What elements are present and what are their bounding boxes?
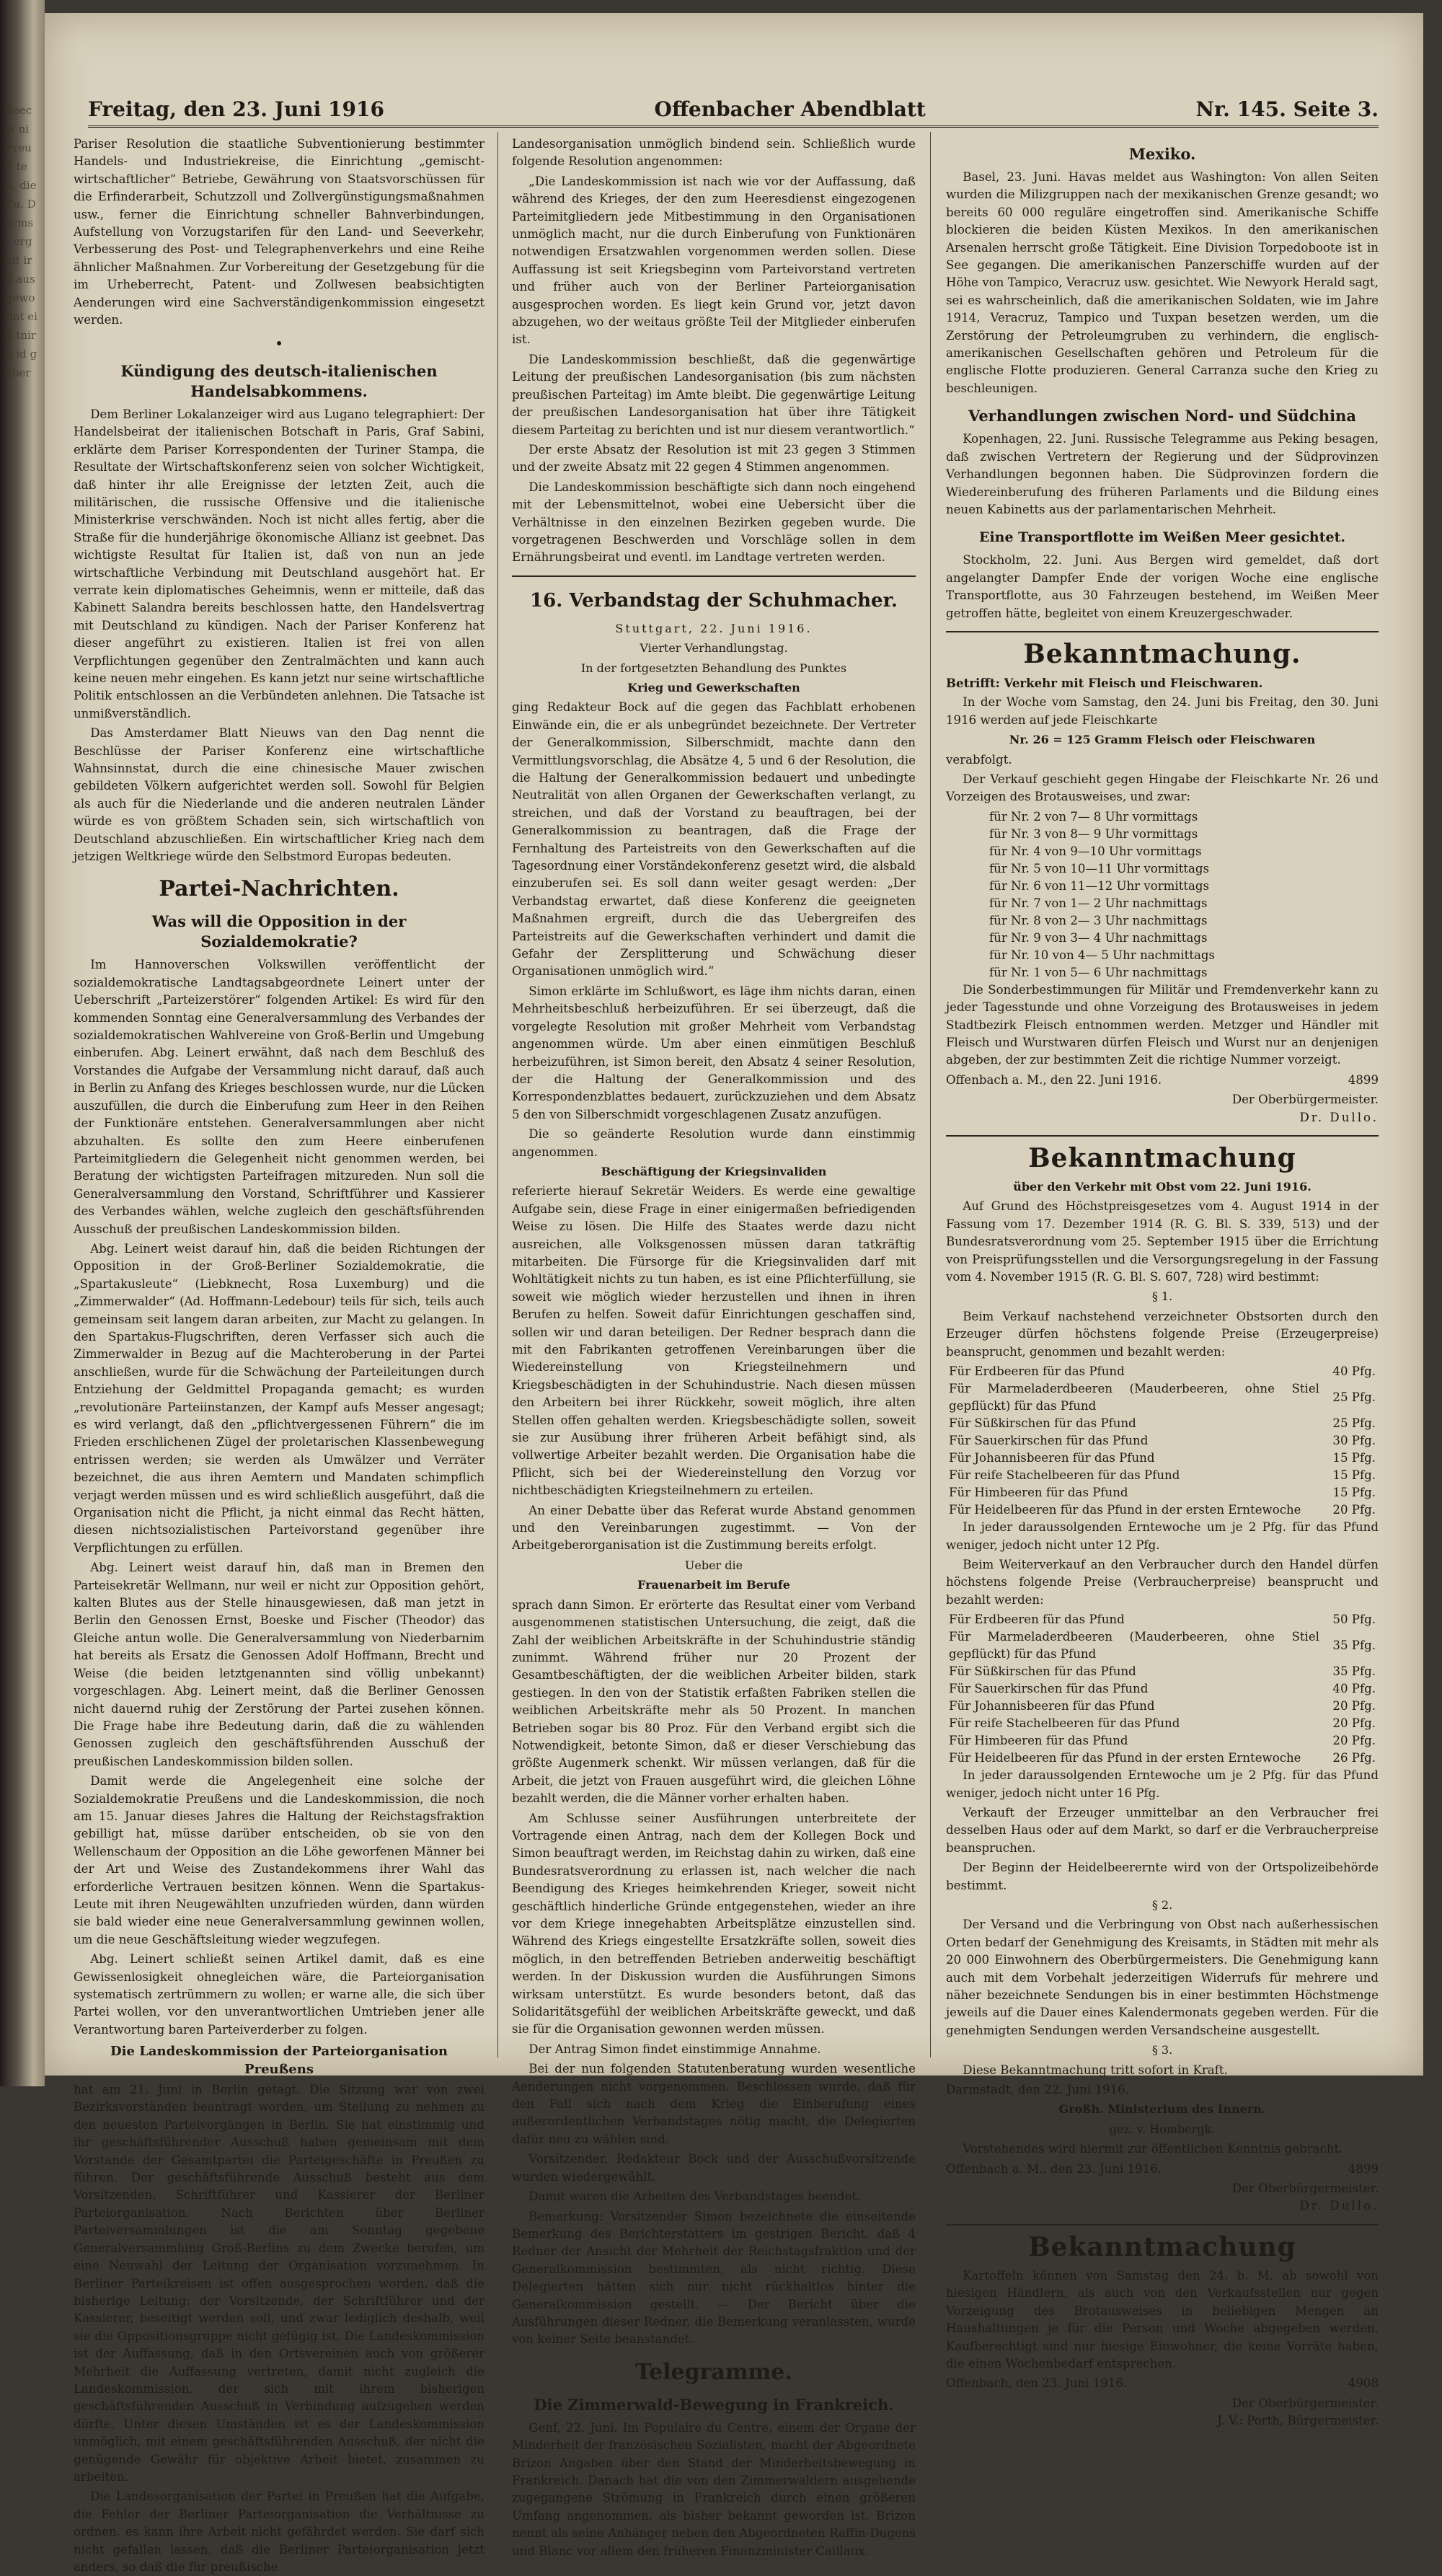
spine-text: fleecw ni Preuß ten, die Zu. Darmst ergeit ird ausgewohnt ein tnirb id geber xyxy=(6,104,37,379)
subheading: Beschäftigung der Kriegsinvaliden xyxy=(601,1164,827,1178)
paragraph-mark: § 2. xyxy=(1151,1897,1173,1912)
headline-shoemakers: 16. Verbandstag der Schuhmacher. xyxy=(530,589,898,612)
notice-paragraph: In der Woche vom Samstag, den 24. Juni bis Freitag, den 30. Juni 1916 werden auf jede Fleischkarte xyxy=(946,695,1379,727)
notice-paragraph: Der Beginn der Heidelbeerernte wird von der Ortspolizeibehörde bestimmt. xyxy=(946,1861,1379,1892)
signature-name: J. V.: Porth, Bürgermeister. xyxy=(1217,2414,1379,2428)
column-3 xyxy=(946,136,1379,2428)
article-paragraph: Pariser Resolution die staatliche Subventionierung bestimmter Handels- und Industriekreise, die Einrichtung „gemischt-wirtschaftlicher“ Betriebe, Gewährung von Staatsvorschüssen für die Erfinderarbeit, Schutzzoll und Zollvergünstigungsmaßnahmen usw., ferner die Einrichtung schneller Bahnverbindungen, Aufstellung von Vorzugstarifen für den Land- und Seeverkehr, Verbesserung des Post- und Telegraphenverkehrs und eine Reihe ähnlicher Maßnahmen. Zur Vorbereitung der Gesetzgebung für die im Urheberrecht, Patent- und Zollwesen beabsichtigten Aenderungen wird eine Sachverständigenkommission eingesetzt werden. xyxy=(74,137,485,327)
notice-paragraph: Kartoffeln können von Samstag den 24. b. M. ab sowohl von hiesigen Händlern, als auch von den Verkaufsstellen nur gegen Vorzeigung des Brotausweises in beliebigen Mengen an Haushaltungen je für die Person und Woche abgegeben werden. Kaufberechtigt sind nur hiesige Einwohner, die keine Vorräte haben, die einen Wochenbedarf entsprechen. xyxy=(946,2268,1379,2370)
article-paragraph: Am Schlusse seiner Ausführungen unterbreitete der Vortragende einen Antrag, nach dem der Kollegen Bock und Simon beauftragt werden, im Reichstag dahin zu wirken, daß eine Bundesratsverordnung zu erlassen ist, nach welcher die nach Beendigung des Krieges heimkehrenden Krieger, soweit nicht geschäftlich hinderliche Gründe entgegenstehen, wieder an ihre vor dem Kriege innegehabten Arbeitsplätze einzustellen sind. Während des Kriegs eingestellte Ersatzkräfte sollen, soweit dies möglich, in den betreffenden Betrieben anderweitig beschäftigt werden. In der Diskussion wurden die Ausführungen Simons wirksam unterstützt. Es wurde besonders betont, daß das Solidaritätsgefühl der weiblichen Arbeitskräfte geweckt, und daß sie für die Organisation gewonnen werden müssen. xyxy=(512,1811,916,2037)
article-paragraph: Das Amsterdamer Blatt Nieuws van den Dag nennt die Beschlüsse der Pariser Konferenz eine wirtschaftliche Wahnsinnstat, durch die eine chinesische Mauer zwischen gebildeten Völkern aufgerichtet werden soll. Sowohl für Belgien als auch für die Niederlande und die anderen neutralen Länder würde es von größtem Schaden sein, sich wirtschaftlich von Deutschland abzuschließen. Ein wirtschaftlicher Krieg nach dem jetzigen Weltkriege würde den Selbstmord Europas bedeuten. xyxy=(74,726,485,864)
table-row xyxy=(946,1698,1379,1715)
schedule-item: für Nr. 4 von 9—10 Uhr vormittags xyxy=(989,844,1202,858)
article-paragraph: Die Landeskommission beschäftigte sich dann noch eingehend mit der Lebensmittelnot, wobei eine Uebersicht über die Verhältnisse in den einzelnen Bezirken gegeben wurde. Die vorgetragenen Beschwerden und Vorschläge sollen in dem Ernährungsbeirat und eventl. im Landtage vertreten werden. xyxy=(512,480,916,565)
notice-paragraph: Die Sonderbestimmungen für Militär und Fremdenverkehr kann zu jeder Tagesstunde und ohne Vorzeigung des Brotausweises in jedem Stadtbezirk Fleisch entnommen werden. Metzger und Händler mit Fleisch und Wurstwaren dürfen Fleisch und Wurst nur an denjenigen abgeben, der zur bestimmten Zeit die richtige Nummer vorzeigt. xyxy=(946,982,1379,1067)
table-row xyxy=(946,1501,1379,1519)
notice-signature-line xyxy=(946,2161,1379,2178)
article-paragraph: Kopenhagen, 22. Juni. Russische Telegramme aus Peking besagen, daß zwischen Vertretern der Regierung und der Südprovinzen Verhandlungen begonnen haben. Die Südprovinzen fordern die Wiedereinberufung des früheren Parlaments und die Bildung eines neuen Kabinetts aus der parlamentarischen Mehrheit. xyxy=(946,432,1379,516)
notice-number: 4908 xyxy=(1348,2376,1379,2391)
signature-title: Der Oberbürgermeister. xyxy=(1231,2182,1379,2196)
article-paragraph: Vorsitzender, Redakteur Bock und der Ausschußvorsitzende wurden wiedergewählt. xyxy=(512,2152,916,2184)
subheading: Frauenarbeit im Berufe xyxy=(637,1578,790,1592)
table-cell: 30 Pfg. xyxy=(1332,1434,1376,1448)
article-paragraph: Im Hannoverschen Volkswillen veröffentlicht der sozialdemokratische Landtagsabgeordnete Leinert unter der Ueberschrift „Parteizerstörer“ folgenden Artikel: Es wird für den kommenden Sonntag eine Generalversammlung des Verbandes der sozialdemokratischen Wahlvereine von Groß-Berlin und Umgebung einberufen. Abg. Leinert erwähnt, daß nach dem Beschluß des Vorstandes die Aufgabe der Versammlung nicht darauf, daß auch in Berlin zu Anfang des Krieges beschlossen wurde, nur die Lücken auszufüllen, die durch die Einberufung zum Heer in den Reihen der Funktionäre entstehen. Generalversammlungen aber nicht abzuhalten. Es sollte den zum Heere einberufenen Parteimitgliedern die Gelegenheit nicht genommen werden, bei Beratung der wichtigsten Parteifragen mitzureden. Nun soll die Generalversammlung den Vorstand, Schriftführer und Kassierer des Verbandes wählen, welche zugleich den geschäftsführenden Ausschuß der preußischen Landeskommission bilden. xyxy=(74,958,485,1236)
notice-subject: Betrifft: Verkehr mit Fleisch und Fleischwaren. xyxy=(946,675,1263,690)
schedule-item: für Nr. 6 von 11—12 Uhr vormittags xyxy=(989,878,1210,893)
article-paragraph: Dem Berliner Lokalanzeiger wird aus Lugano telegraphiert: Der Handelsbeirat der italienischen Botschaft in Paris, Graf Sabini, erklärte dem Pariser Korrespondenten der Turiner Stampa, die Resultate der Wirtschaftskonferenz seien von solcher Wichtigkeit, daß hinter ihr alle Ereignisse der letzten Zeit, auch die militärischen, die russische Offensive und die italienische Ministerkrise verschwänden. Noch ist nicht alles fertig, aber die Straße für die hunderjährige ökonomische Allianz ist geebnet. Das wichtigste Resultat für Italien ist, daß von nun an jede wirtschaftliche Verbindung mit Deutschland ausgehört hat. Er verrate kein diplomatisches Geheimnis, wenn er mitteile, daß das Kabinett Salandra bereits beschlossen hatte, den Handelsvertrag mit Deutschland zu kündigen. Nach der Pariser Konferenz hat dieser angeführt zu existieren. Italien ist frei von allen Verpflichtungen gegenüber den Zentralmächten und kann auch keine neuen mehr eingehen. Es kann jetzt nur seine wirtschaftliche Politik entschlossen an die Verbündeten anlehnen. Die Tatsache ist unmißverständlich. xyxy=(74,407,485,720)
section-bullet: • xyxy=(275,336,283,351)
article-paragraph: Genf, 22. Juni. Im Populaire du Centre, einem der Organe der Minderheit der französischen Sozialisten, macht der Abgeordnete Brizon Angaben über den Stand der Minderheitsbewegung in Frankreich. Danach hat die von den Zimmerwaldern ausgehende zugegangene Strömung in Frankreich durch einen größeren Umfang angenommen, als bisher bekannt geworden ist. Brizon nennt als seine Anhänger neben den Abgeordneten Raffin-Dugens und Blanc vor allem den früheren Finanzminister Caillaux. xyxy=(512,2420,916,2558)
table-row xyxy=(946,1415,1379,1432)
table-row xyxy=(946,1432,1379,1450)
schedule-list xyxy=(989,808,1379,982)
notice-signature-line xyxy=(946,2375,1379,2392)
signature-title: Der Oberbürgermeister. xyxy=(1231,1093,1379,1107)
table-cell: 15 Pfg. xyxy=(1332,1468,1376,1483)
schedule-item: für Nr. 7 von 1— 2 Uhr nachmittags xyxy=(989,896,1208,910)
notice-paragraph: Verkauft der Erzeuger unmittelbar an den Verbraucher frei desselben Haus oder auf dem Markt, so darf er die Verbraucherpreise beanspruchen. xyxy=(946,1805,1379,1855)
separator xyxy=(946,631,1379,632)
notice-paragraph: verabfolgt. xyxy=(946,752,1012,767)
dateline: Stuttgart, 22. Juni 1916. xyxy=(615,621,813,635)
table-row xyxy=(946,1467,1379,1484)
notice-paragraph: Beim Verkauf nachstehend verzeichneter Obstsorten durch den Erzeuger dürfen höchstens folgende Preise (Erzeugerpreise) beansprucht, genommen und bezahlt werden: xyxy=(946,1309,1379,1359)
table-row xyxy=(946,1450,1379,1467)
article-paragraph: sprach dann Simon. Er erörterte das Resultat einer vom Verband ausgenommenen statistischen Untersuchung, die zeigt, daß die Zahl der weiblichen Arbeitskräfte in der Schuhindustrie ständig zunimmt. Während früher nur 20 Prozent der Gesamtbeschäftigten, der die weiblichen Arbeiter bilden, stark gestiegen. In den von der Statistik erfaßten Fabriken stellen die weiblichen Arbeitskräfte mehr als 50 Prozent. In manchen Betrieben sogar bis 80 Proz. Für den Verband ergibt sich die Notwendigkeit, betonte Simon, daß er dieser Verschiebung das größte Augenmerk schenkt. Wir müssen verlangen, daß für die Arbeit, die jetzt von Frauen ausgeführt wird, die gleichen Löhne bezahlt werden, die die Männer vorher erhalten haben. xyxy=(512,1597,916,1806)
table-cell: Für Erdbeeren für das Pfund xyxy=(949,1364,1125,1379)
article-paragraph: Der Antrag Simon findet einstimmige Annahme. xyxy=(528,2042,821,2056)
notice-signature-line xyxy=(946,1072,1379,1089)
notice-number: 4899 xyxy=(1348,1072,1379,1087)
article-paragraph: Stockholm, 22. Juni. Aus Bergen wird gemeldet, daß dort angelangter Dampfer Ende der vorigen Woche eine englische Transportflotte, aus 30 Fahrzeugen bestehend, im Weißen Meer getroffen hätte, begleitet von einem Kreuzergeschwader. xyxy=(946,553,1379,620)
subheading: In der fortgesetzten Behandlung des Punktes xyxy=(580,661,847,675)
signature-place-date: Darmstadt, den 22. Juni 1916. xyxy=(946,2083,1129,2097)
signature-name: Dr. Dullo. xyxy=(1299,2199,1379,2213)
separator xyxy=(946,2224,1379,2226)
notice-paragraph: Auf Grund des Höchstpreisgesetzes vom 4. August 1914 in der Fassung vom 17. Dezember 1914 (R. G. Bl. S. 339, 513) und der Bundesratsverordnung vom 25. September 1915 über die Errichtung von Preisprüfungsstellen und die Versorgungsregelung in der Fassung vom 4. November 1915 (R. G. Bl. S. 607, 728) wird bestimmt: xyxy=(946,1199,1379,1284)
separator xyxy=(512,575,916,577)
masthead-date: Freitag, den 23. Juni 1916 xyxy=(88,97,384,121)
headline-mexico: Mexiko. xyxy=(1128,145,1196,163)
article-paragraph: Damit werde die Angelegenheit eine solche der Sozialdemokratie Preußens und die Landeskommission, die noch am 15. Januar dieses Jahres die Haltung der Reichstagsfraktion gebilligt hat, müsse darüber entscheiden, ob sie von den Wellenschaum der Opposition an die Löhe geworfenen Männer bei der Art und Weise des Zustandekommens ihrer Wahl das erforderliche Vertrauen besitzen können. Wenn die Spartakus-Leute mit ihren Neugewählten unzufrieden würden, dann würden sie bald wieder eine neue Generalversammlung gewinnen wollen, um die neue Geschäftsleitung wieder wegzufegen. xyxy=(74,1774,485,1946)
notice-paragraph: Vorstehendes wird hiermit zur öffentlichen Kenntnis gebracht. xyxy=(963,2142,1343,2156)
table-cell: Für Johannisbeeren für das Pfund xyxy=(949,1451,1155,1465)
subheading: Ueber die xyxy=(684,1558,743,1572)
table-row xyxy=(946,1628,1379,1663)
table-cell: Für Heidelbeeren für das Pfund in der ersten Erntewoche xyxy=(949,1751,1301,1765)
article-paragraph: Abg. Leinert schließt seinen Artikel damit, daß es eine Gewissenlosigkeit ohnegleichen wäre, die Parteiorganisation systematisch zertrümmern zu wollen; er warne alle, die sich über Partei wollen, vor den unverantwortlichen Umtrieben jener alle Verantwortung baren Parteiverderber zu folgen. xyxy=(74,1952,485,2037)
headline-notice-fruit: Bekanntmachung xyxy=(1028,1143,1296,1174)
signature-name: gez. v. Hombergk. xyxy=(1109,2122,1216,2136)
table-cell: Für reife Stachelbeeren für das Pfund xyxy=(949,1716,1180,1731)
table-cell: 20 Pfg. xyxy=(1332,1503,1376,1517)
notice-paragraph: Der Versand und die Verbringung von Obst nach außerhessischen Orten bedarf der Genehmigung des Kreisamts, in Städten mit mehr als 20 000 Einwohnern des Oberbürgermeisters. Die Genehmigung kann auch mit dem Vorbehalt jederzeitigen Widerrufs für mehrere und näher bezeichnete Sendungen bis in einer bestimmten Höchstmenge jeweils auf die Dauer eines Kalendermonats gegeben werden. Für die genehmigten Sendungen werden Versandscheine ausgestellt. xyxy=(946,1918,1379,2037)
table-row xyxy=(946,1611,1379,1628)
article-paragraph: Landesorganisation unmöglich bindend sein. Schließlich wurde folgende Resolution angenommen: xyxy=(512,137,916,169)
headline-zimmerwald: Die Zimmerwald-Bewegung in Frankreich. xyxy=(534,2395,894,2414)
notice-paragraph: In jeder daraussolgenden Erntewoche um je 2 Pfg. für das Pfund weniger, jedoch nicht unter 16 Pfg. xyxy=(946,1768,1379,1800)
table-cell: 25 Pfg. xyxy=(1332,1416,1376,1431)
headline-opposition: Was will die Opposition in der Sozialdemokratie? xyxy=(151,912,407,951)
article-paragraph: Abg. Leinert weist darauf hin, daß die beiden Richtungen der Opposition in der Groß-Berliner Sozialdemokratie, die „Spartakusleute“ (Liebknecht, Rosa Luxemburg) und die „Zimmerwalder“ (Ad. Hoffmann-Ledebour) teils für sich, teils auch gemeinsam seit langem daran arbeiten, zur Macht zu gelangen. In den Spartakus-Flugschriften, deren Verfasser sich auch die Zimmerwalder in Bezug auf die Machteroberung in der Partei anschließen, wurde für die Schwächung der Parteileitungen durch Entziehung der Geldmittel Propaganda gemacht; es wurden „revolutionäre Parteiinstanzen, der Kampf aufs Messer angesagt; es wird verlangt, daß den „pflichtvergessenen Führern“ die im Frieden erschlichenen Zügel der proletarischen Klassenbewegung entrissen werden; sie werden als Umwälzer und Verräter bezeichnet, die aus ihren Aemtern und Mandaten schimpflich verjagt werden müssen und es wird schließlich ausgeführt, daß die Organisation nicht die Pflicht, ja nicht einmal das Recht hätten, diesen nichtsozialistischen Parteivorstand gegenüber ihre Verpflichtungen zu erfüllen. xyxy=(74,1241,485,1555)
table-cell: Für Johannisbeeren für das Pfund xyxy=(949,1699,1155,1713)
price-table-consumer xyxy=(946,1611,1379,1767)
article-paragraph: Der erste Absatz der Resolution ist mit 23 gegen 3 Stimmen und der zweite Absatz mit 22 gegen 4 Stimmen angenommen. xyxy=(512,442,916,475)
table-cell: 35 Pfg. xyxy=(1332,1638,1376,1653)
schedule-item: für Nr. 1 von 5— 6 Uhr nachmittags xyxy=(989,965,1208,979)
table-cell: 40 Pfg. xyxy=(1332,1364,1376,1379)
table-row xyxy=(946,1750,1379,1767)
article-paragraph: ging Redakteur Bock auf die gegen das Fachblatt erhobenen Einwände ein, die er als unbegründet bezeichnete. Der Vertreter der Generalkommission, Silberschmidt, machte dann den Vermittlungsvorschlag, die Absätze 4, 5 und 6 der Resolution, die die Haltung der Generalkommission bedauert und unbedingte Neutralität von allen Organen der Gewerkschaften verlangt, zu streichen, und daß der Vorstand zu beauftragen, bei der Generalkommission zu beantragen, daß die Frage der Fernhaltung des Parteistreits von den Gewerkschaften auf die Tagesordnung einer Vorständekonferenz gesetzt wird, die alsbald einzuberufen sei. Es soll dann weiter gesagt werden: „Der Verbandstag erwartet, daß diese Konferenz die geeigneten Maßnahmen ergreift, durch die das Uebergreifen des Parteistreits auf die Gewerkschaften verhindert und damit die Gefahr der Zersplitterung und Schwächung dieser Organisationen unmöglich wird.“ xyxy=(512,700,916,979)
paragraph-mark: § 3. xyxy=(1151,2043,1173,2057)
newspaper-page xyxy=(45,13,1423,2574)
article-paragraph: Die so geänderte Resolution wurde dann einstimmig angenommen. xyxy=(512,1127,916,1159)
masthead-issue: Nr. 145. Seite 3. xyxy=(1195,97,1379,121)
article-paragraph: referierte hierauf Sekretär Weiders. Es werde eine gewaltige Aufgabe sein, diese Frage in einer einigermaßen befriedigenden Weise zu lösen. Die Hilfe des Staates werde dazu nicht ausreichen, alle Volksgenossen müssen daran tatkräftig mitarbeiten. Die Fürsorge für die Kriegsinvaliden darf mit Wohltätigkeit nichts zu tun haben, es ist eine Pflichterfüllung, sie soweit wie möglich wieder herzustellen und ihnen in ihren Berufen zu helfen. Soweit dafür Einrichtungen geschaffen sind, sollen wir und daran beteiligen. Der Redner besprach dann die mit den Fabrikanten getroffenen Vereinbarungen über die Wiedereinstellung von Kriegsteilnehmern und Kriegsbeschädigten in der Schuhindustrie. Nach diesen müssen den Arbeitern bei ihrer Rückkehr, soweit möglich, ihre alten Stellen offen gehalten werden. Kriegsbeschädigte sollen, soweit sie zur Ausübung ihrer früheren Arbeit befähigt sind, als vollwertige Arbeiter bezahlt werden. Die Organisation habe die Pflicht, sich bei der Wiedereinstellung den Vorzug vor nichtbeschädigten Kriegsteilnehmern zu erteilen. xyxy=(512,1184,916,1498)
table-row xyxy=(946,1380,1379,1415)
price-table-producer xyxy=(946,1363,1379,1519)
paragraph-mark: § 1. xyxy=(1151,1289,1173,1304)
table-cell: Für Himbeeren für das Pfund xyxy=(949,1486,1128,1500)
article-paragraph: Bei der nun folgenden Statutenberatung wurden wesentliche Aenderungen nicht vorgenommen. Beschlossen wurde, daß für den Fall sich nach dem Krieg die Einberufung eines außerordentlichen Verbandstages nötig macht, die Delegierten dafür neu zu wählen sind. xyxy=(512,2062,916,2146)
masthead-paper-name: Offenbacher Abendblatt xyxy=(654,97,926,121)
table-row xyxy=(946,1663,1379,1680)
headline-transport-fleet: Eine Transportflotte im Weißen Meer gesichtet. xyxy=(978,529,1346,546)
table-cell: Für Erdbeeren für das Pfund xyxy=(949,1613,1125,1627)
separator xyxy=(946,1135,1379,1137)
headline-telegrams: Telegramme. xyxy=(635,2359,792,2385)
article-paragraph: „Die Landeskommission ist nach wie vor der Auffassung, daß während des Krieges, der den zum Heeresdienst eingezogenen Parteimitgliedern jede Mitbestimmung in den Organisationen unmöglich macht, nur die durch Einberufung von Funktionären notwendigen Ersatzwahlen vorgenommen werden sollen. Diese Auffassung ist seit Kriegsbeginn vom Parteivorstand vertreten und früher auch von der Berliner Parteiorganisation ausgesprochen worden. Es liegt kein Grund vor, jetzt davon abzugehen, wo der weitaus größte Teil der Mitglieder einberufen ist. xyxy=(512,174,916,347)
schedule-item: für Nr. 5 von 10—11 Uhr vormittags xyxy=(989,861,1210,875)
headline-landeskommission: Die Landeskommission der Parteiorganisation Preußens xyxy=(110,2044,448,2077)
signature-name: Dr. Dullo. xyxy=(1299,1110,1379,1124)
table-cell: Für Marmeladerdbeeren (Mauderbeeren, ohne Stiel gepflückt) für das Pfund xyxy=(949,1630,1319,1662)
table-cell: 20 Pfg. xyxy=(1332,1734,1376,1748)
column-rule-1 xyxy=(497,132,498,2057)
table-cell: 20 Pfg. xyxy=(1332,1716,1376,1731)
schedule-item: für Nr. 3 von 8— 9 Uhr vormittags xyxy=(989,826,1198,841)
notice-paragraph: Der Verkauf geschieht gegen Hingabe der Fleischkarte Nr. 26 und Vorzeigen des Brotausweises, und zwar: xyxy=(946,772,1379,804)
table-cell: 25 Pfg. xyxy=(1332,1390,1376,1405)
table-row xyxy=(946,1715,1379,1732)
table-cell: 15 Pfg. xyxy=(1332,1451,1376,1465)
signature-place-date: Offenbach a. M., den 23. Juni 1916. xyxy=(946,2161,1162,2176)
masthead xyxy=(88,92,1379,128)
article-paragraph: Die Landeskommission beschließt, daß die gegenwärtige Leitung der preußischen Landesorganisation (bis zum nächsten preußischen Parteitag) im Amte bleibt. Die gegenwärtige Leitung der preußischen Landesorganisation hat über ihre Tätigkeit diesem Parteitag zu berichten und ist nur diesem verantwortlich.“ xyxy=(512,352,916,437)
notice-number: 4899 xyxy=(1348,2161,1379,2176)
headline-notice-meat: Bekanntmachung. xyxy=(1023,638,1301,669)
subheading: Krieg und Gewerkschaften xyxy=(627,680,800,694)
schedule-item: für Nr. 8 von 2— 3 Uhr nachmittags xyxy=(989,913,1208,927)
table-cell: 26 Pfg. xyxy=(1332,1751,1376,1765)
table-row xyxy=(946,1484,1379,1501)
table-cell: 50 Pfg. xyxy=(1332,1613,1376,1627)
table-cell: Für Sauerkirschen für das Pfund xyxy=(949,1682,1149,1696)
table-cell: Für Sauerkirschen für das Pfund xyxy=(949,1434,1149,1448)
column-rule-2 xyxy=(930,132,931,2057)
article-paragraph: hat am 21. Juni in Berlin getagt. Die Sitzung war von zwei Bezirksvorständen beantragt worden, um Stellung zu nehmen zu den neuesten Parteivorgängen in Berlin. Sie hat einstimmig und ihr geschäftsführender Ausschuß haben gemeinsam mit dem Vorstande der Gesamtpartei die Parteigeschäfte in Preußen zu führen. Der geschäftsführende Ausschuß besteht aus dem Vorsitzenden, Schriftführer und Kassierer der Berliner Parteiorganisation. Nach Berichten über Berliner Parteiversammlungen ist die am Sonntag gegebene Generalversammlung Groß-Berlins zu dem Zwecke berufen, um eine Neuwahl der Leitung der Organisation vorzunehmen. In Berliner Parteikreisen ist offen ausgesprochen worden, daß die bisherige Leitung: der Vorsitzende, der Schriftführer und der Kassierer, beseitigt werden soll, und zwar lediglich deshalb, weil sie die Oppositionsgruppe nicht gefügig ist. Die Landeskommission ist der Auffassung, daß in den Ortsvereinen auch von größerer Mehrheit die Auffassung vertreten, damit nicht zugleich die Landeskommission, der sich mit ihrem bisherigen geschäftsführenden Ausschuß in Verbindung aufzugehen werden dürfte. Unter diesen Umständen ist es der Landeskommission unmöglich, mit einem geschäftsführenden Ausschuß, der nicht die genügende Gewähr für objektive Arbeit bietet, zusammen zu arbeiten. xyxy=(74,2083,485,2484)
table-cell: Für Himbeeren für das Pfund xyxy=(949,1734,1128,1748)
article-paragraph: Damit waren die Arbeiten des Verbandstages beendet. xyxy=(528,2189,861,2204)
column-1 xyxy=(74,136,485,2574)
table-cell: Für Marmeladerdbeeren (Mauderbeeren, ohne Stiel gepflückt) für das Pfund xyxy=(949,1382,1319,1413)
headline-trade-agreement: Kündigung des deutsch-italienischen Handelsabkommens. xyxy=(120,361,438,400)
table-cell: 15 Pfg. xyxy=(1332,1486,1376,1500)
article-paragraph: Bemerkung: Vorsitzender Simon bezeichnete die einseitende Bemerkung des Berichterstatters im gestrigen Bericht, daß 4 Redner der Ansicht der Mehrheit der Reichstagsfraktion und der Generalkommission bestimmten, als nicht richtig. Diese Delegierten hätten sich nur nicht rückhaltlos hinter die Generalkommission gestellt. — Der Bericht über die Ausführungen dieser Redner, die Bemerkung veranlassten, wurde von keiner Seite beanstandet. xyxy=(512,2209,916,2347)
article-paragraph: An einer Debatte über das Referat wurde Abstand genommen und den Vereinbarungen zugestimmt. — Von der Arbeitgeberorganisation ist die Zustimmung bereits erfolgt. xyxy=(512,1503,916,1553)
notice-paragraph: Beim Weiterverkauf an den Verbraucher durch den Handel dürfen höchstens folgende Preise (Verbraucherpreise) beansprucht und bezahlt werden: xyxy=(946,1557,1379,1607)
table-cell: Für Süßkirschen für das Pfund xyxy=(949,1664,1136,1679)
table-cell: Für Süßkirschen für das Pfund xyxy=(949,1416,1136,1431)
signature-title: Großh. Ministerium des Innern. xyxy=(1058,2102,1266,2117)
notice-paragraph: In jeder daraussolgenden Erntewoche um je 2 Pfg. für das Pfund weniger, jedoch nicht unter 12 Pfg. xyxy=(946,1520,1379,1552)
signature-title: Der Oberbürgermeister. xyxy=(1231,2396,1379,2410)
table-row xyxy=(946,1680,1379,1698)
notice-paragraph: Diese Bekanntmachung tritt sofort in Kraft. xyxy=(963,2063,1228,2077)
subheading: Vierter Verhandlungstag. xyxy=(640,641,788,656)
headline-notice-potatoes: Bekanntmachung xyxy=(1028,2231,1296,2262)
article-paragraph: Basel, 23. Juni. Havas meldet aus Washington: Von allen Seiten wurden die Milizgruppen nach der mexikanischen Grenze gesandt; wo bereits 60 000 reguläre eingetroffen sind. Amerikanische Schiffe blockieren die beiden Küsten Mexikos. In den amerikanischen Arsenalen herrscht große Tätigkeit. Eine Division Torpedoboote ist in See gegangen. Die amerikanischen Panzerschiffe wurden auf der Höhe von Tampico, Veracruz usw. gesichtet. Wie Newyork Herald sagt, sei es wahrscheinlich, daß die amerikanischen Soldaten, wie im Jahre 1914, Veracruz, Tampico und Tuxpan besetzen werden, um die Zerstörung der Petroleumgruben zu verhindern, die englisch-amerikanischen Gesellschaften gehören und Petroleum für die englische Flotte produzieren. General Carranza suche den Krieg zu beschleunigen. xyxy=(946,170,1379,395)
article-paragraph: Simon erklärte im Schlußwort, es läge ihm nichts daran, einen Mehrheitsbeschluß herbeizuführen. Er sei überzeugt, daß die vorgelegte Resolution mit großer Mehrheit vom Verbandstag angenommen würde. Um aber einen einmütigen Beschluß herbeizuführen, ist Simon bereit, den Absatz 4 seiner Resolution, der die Haltung der Generalkommission und des Korrespondenzblattes bedauert, zurückzuziehen und dem Absatz 5 den von Silberschmidt vorgeschlagenen Zusatz anzufügen. xyxy=(512,984,916,1121)
notice-ration: Nr. 26 = 125 Gramm Fleisch oder Fleischwaren xyxy=(1009,733,1316,747)
schedule-item: für Nr. 9 von 3— 4 Uhr nachmittags xyxy=(989,930,1208,945)
schedule-item: für Nr. 2 von 7— 8 Uhr vormittags xyxy=(989,809,1198,824)
table-cell: 40 Pfg. xyxy=(1332,1682,1376,1696)
table-cell: Für Heidelbeeren für das Pfund in der ersten Erntewoche xyxy=(949,1503,1301,1517)
table-cell: 35 Pfg. xyxy=(1332,1664,1376,1679)
table-row xyxy=(946,1363,1379,1380)
headline-party-news: Partei-Nachrichten. xyxy=(159,876,399,902)
signature-place-date: Offenbach, den 23. Juni 1916. xyxy=(946,2376,1128,2391)
table-cell: 20 Pfg. xyxy=(1332,1699,1376,1713)
headline-china: Verhandlungen zwischen Nord- und Südchina xyxy=(968,407,1357,425)
table-cell: Für reife Stachelbeeren für das Pfund xyxy=(949,1468,1180,1483)
notice-subtitle: über den Verkehr mit Obst vom 22. Juni 1916. xyxy=(1013,1180,1311,1194)
article-paragraph: Abg. Leinert weist darauf hin, daß man in Bremen den Parteisekretär Wellmann, nur weil er nicht zur Opposition gehört, kalten Blutes aus der Stelle hinausgewiesen, daß man jetzt in Berlin den Genossen Ernst, Boeske und Fischer (Theodor) das Gleiche antun wolle. Die Generalversammlung von Niederbarnim hat bereits als Ersatz die Genossen Adolf Hoffmann, Brecht und Weise (die beiden letztgenannten sind völlig unbekannt) vorgeschlagen. Abg. Leinert meint, daß die Berliner Genossen nicht dauernd ruhig der Zerstörung der Partei zusehen können. Die Frage habe ihre Bedeutung darin, daß die zu wählenden Genossen zugleich den geschäftsführenden Ausschuß der preußischen Landeskommission bilden sollen. xyxy=(74,1561,485,1768)
book-spine xyxy=(0,0,45,2086)
signature-place-date: Offenbach a. M., den 22. Juni 1916. xyxy=(946,1072,1162,1087)
article-paragraph: Die Landesorganisation der Partei in Preußen hat die Aufgabe, die Fehler der Berliner Parteiorganisation die Verhältnisse zu ordnen, es kann ihre Arbeit nicht gefährdet werden. Sie darf sich nicht gefallen lassen, daß die Berliner Parteiorganisation jetzt anders, so daß die für preußische xyxy=(74,2489,485,2574)
column-2 xyxy=(512,136,916,2558)
schedule-item: für Nr. 10 von 4— 5 Uhr nachmittags xyxy=(989,948,1216,962)
table-row xyxy=(946,1732,1379,1750)
